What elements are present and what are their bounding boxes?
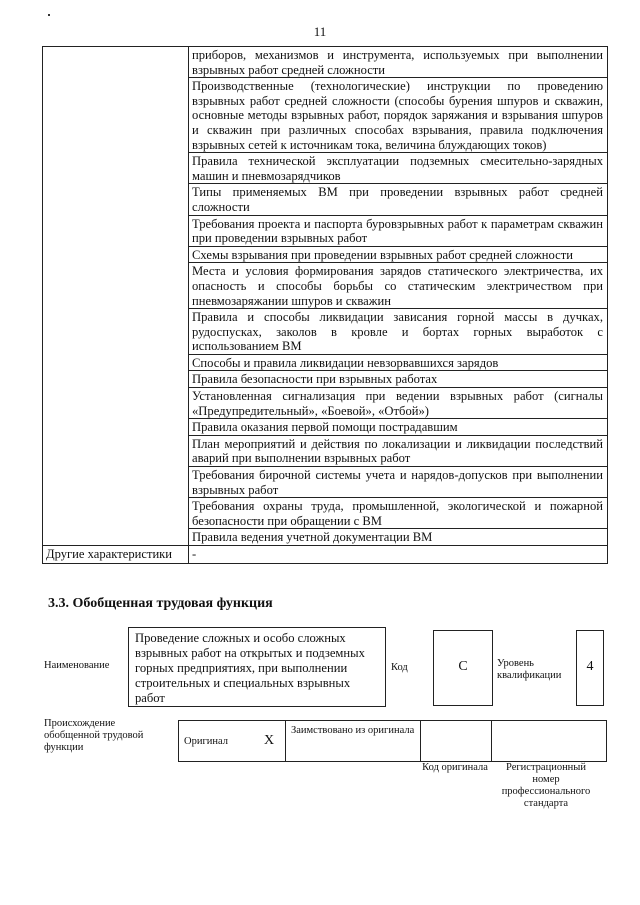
original-mark: X [253,721,286,762]
code-value-box: C [433,630,493,706]
other-characteristics-label: Другие характеристики [43,546,189,564]
requirement-item: Места и условия формирования зарядов статического электричества, их опасность и способы борьбы со статическим электричеством при пневмозаряжании шпуров и скважин [189,263,608,309]
table-row [43,47,608,78]
requirement-item: Требования бирочной системы учета и нарядов-допусков при выполнении взрывных работ [189,467,608,498]
requirement-item: Правила и способы ликвидации зависания горной массы в дучках, рудоспусках, заколов в кровле и бортах горных выработок с использованием ВМ [189,309,608,355]
requirements-table [42,46,608,564]
qualification-level-box: 4 [576,630,604,706]
borrowed-label: Заимствовано из оригинала [286,721,421,762]
table-row [43,546,608,564]
scan-dot [48,14,50,16]
requirement-item: Правила безопасности при взрывных работах [189,371,608,388]
table-row [179,721,607,762]
table-left-empty-cell [43,47,189,546]
requirement-item: Требования охраны труда, промышленной, экологической и пожарной безопасности при обращении с ВМ [189,498,608,529]
requirement-item: План мероприятий и действия по локализации и ликвидации последствий аварий при выполнении взрывных работ [189,435,608,466]
requirement-item: Правила ведения учетной документации ВМ [189,529,608,546]
requirement-item: приборов, механизмов и инструмента, используемых при выполнении взрывных работ средней сложности [189,47,608,78]
requirement-item: Установленная сигнализация при ведении взрывных работ (сигналы «Предупредительный», «Боевой», «Отбой») [189,388,608,419]
code-original-cell [421,721,492,762]
registration-number-cell [492,721,607,762]
requirement-item: Требования проекта и паспорта буровзрывных работ к параметрам скважин при проведении взрывных работ [189,215,608,246]
function-name-box: Проведение сложных и особо сложных взрывных работ на открытых и подземных горных предприятиях, при выполнении строительных и специальных взрывных работ [128,627,386,707]
original-label: Оригинал [179,721,254,762]
requirement-item: Типы применяемых ВМ при проведении взрывных работ средней сложности [189,184,608,215]
requirement-item: Правила технической эксплуатации подземных смесительно-зарядных машин и пневмозарядчиков [189,153,608,184]
requirement-item: Схемы взрывания при проведении взрывных работ средней сложности [189,246,608,263]
code-original-caption: Код оригинала [422,762,488,773]
other-characteristics-value: - [189,546,608,564]
requirement-item: Производственные (технологические) инструкции по проведению взрывных работ средней сложности (способы бурения шпуров и скважин, основные методы взрывных работ, порядок заряжания и взрывания шпуров и скважин при различных способах взрывания, правила подключения взрывных сетей к источникам тока, величина блуждающих токов) [189,78,608,153]
requirement-item: Способы и правила ликвидации невзорвавшихся зарядов [189,354,608,371]
name-label: Наименование [44,660,110,671]
origin-label: Происхождение обобщенной трудовой функции [44,718,144,753]
requirement-item: Правила оказания первой помощи пострадавшим [189,419,608,436]
section-title: 3.3. Обобщенная трудовая функция [48,596,273,611]
origin-table [178,720,607,762]
code-label: Код [391,662,408,673]
qualification-level-label: Уровень квалификации [497,658,562,681]
page-number: 11 [313,24,327,39]
registration-number-caption: Регистрационный номер профессионального стандарта [501,762,591,809]
